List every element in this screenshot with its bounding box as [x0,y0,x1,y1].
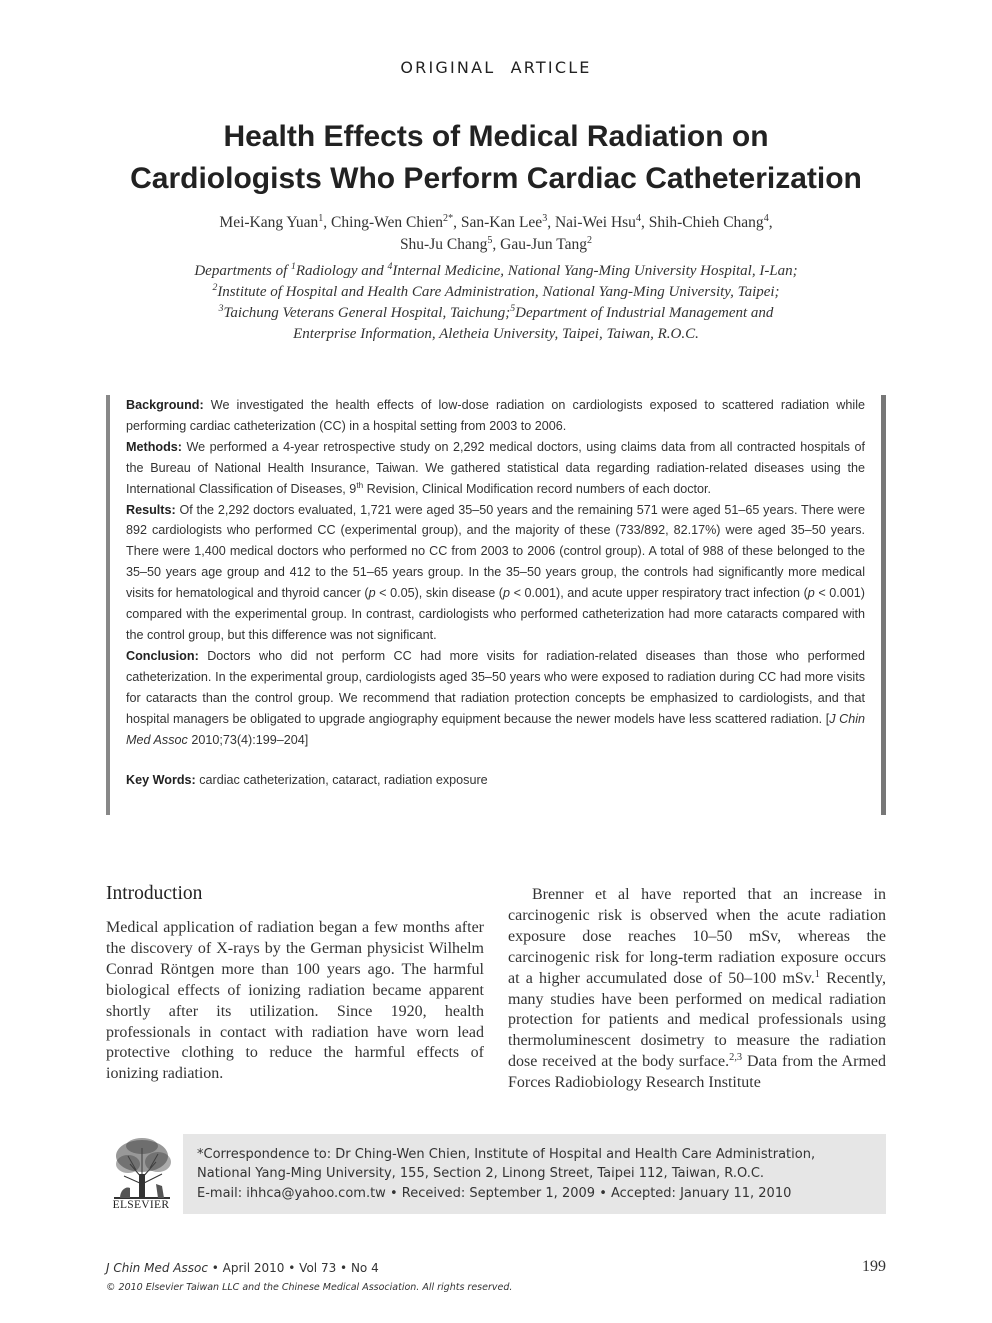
author-name: Shu-Ju Chang [399,236,488,253]
affiliation-sup: 2 [212,282,218,294]
bullet-separator: • [288,1261,296,1275]
section-label: ORIGINAL ARTICLE [400,58,592,77]
abstract-body: Of the 2,292 doctors evaluated, 1,721 were aged 35–50 years and the remaining 571 were aged 51–65 years. There were 892 cardiologists who performed CC (experimental group), and the majority of these (733/892, 82.17%) were aged 35–50 years. There were 1,400 medical doctors who performed no CC from 2003 to 2006 (control group). A total of 988 of these belonged to the 35–50 years age group and 412 to the 51–65 years group. In the 35–50 years group, the controls had significantly more medical visits for hematological and thyroid cancer ( [126,502,865,601]
accepted-date: Accepted: January 11, 2010 [611,1185,792,1201]
author-affil-sup: 4 [635,212,641,224]
author-name: Shih-Chieh Chang [648,214,764,231]
affiliation-text: Taichung Veterans General Hospital, Taichung; [223,305,511,321]
footer-issue: No 4 [350,1261,379,1275]
abstract-body: Revision, Clinical Modification record numbers of each doctor. [363,481,712,496]
abstract-results [126,500,865,646]
abstract-label: Results: [126,502,176,517]
affiliation-sup: 4 [387,261,393,273]
author-line-2 [80,234,912,256]
author-name: Nai-Wei Hsu [554,214,636,231]
abstract-label: Background: [126,398,204,412]
bullet-separator: • [340,1261,348,1275]
publisher-logo-text: ELSEVIER [112,1199,170,1211]
page-number: 199 [862,1258,886,1275]
received-date: Received: September 1, 2009 [401,1185,596,1201]
section-heading-introduction: Introduction [106,883,203,904]
footer-date: April 2010 [222,1261,285,1275]
keywords [126,770,865,791]
body-paragraph: Medical application of radiation began a few months after the discovery of X-rays by the German physicist Wilhelm Conrad Röntgen more than 100 years ago. The harmful biological effects of ionizing radiation became apparent shortly after its utilization. Since 1920, health professionals in contact with radiation have worn lead protective clothing to reduce the harmful effects of ionizing radiation. [106,919,484,1083]
abstract-label: Conclusion: [126,648,199,663]
footer-journal-name: J Chin Med Assoc [106,1261,208,1275]
affiliation-text: Radiology and [295,263,388,279]
affiliation-line-1 [80,261,912,282]
footer-journal-info [106,1261,379,1275]
affiliation-text: Internal Medicine, National Yang-Ming University Hospital, I-Lan; [392,263,798,279]
affiliation-sup: 5 [510,303,516,315]
bullet-separator: • [389,1185,398,1201]
body-column-left [106,882,484,1085]
abstract-body: We performed a 4-year retrospective study on 2,292 medical doctors, using claims data from all contracted hospitals of the Bureau of National Health Insurance, Taiwan. We gathered statistical data regarding radiation-related diseases using the International Classification of Diseases, 9 [126,439,865,496]
reference-sup: 2,3 [729,1052,743,1064]
abstract [126,395,865,791]
correspondence [197,1145,877,1203]
body-paragraph [508,885,886,1094]
bullet-separator: • [599,1185,607,1201]
affiliation-text: Department of Industrial Management and [515,305,774,321]
author-separator: , [323,214,332,231]
abstract-background [126,395,865,437]
title-line-1: Health Effects of Medical Radiation on [223,120,769,153]
body-text: Data from the Armed Forces Radiobiology Research Institute [508,1053,886,1092]
author-name: San-Kan Lee [460,214,543,231]
author-separator: , [640,214,649,231]
author-name: Gau-Jun Tang [500,236,588,253]
affiliations [80,261,912,345]
affiliation-sup: 1 [291,261,296,273]
footer-copyright: © 2010 Elsevier Taiwan LLC and the Chinese Medical Association. All rights reserved. [106,1282,513,1293]
affiliation-sup: 3 [218,303,224,315]
author-affil-sup: 1 [318,212,324,224]
author-line-1 [80,212,912,234]
title-line-2: Cardiologists Who Perform Cardiac Catheterization [130,162,862,195]
body-text: Brenner et al have reported that an increase in carcinogenic risk is observed when the acute radiation exposure dose reaches 10–50 mSv, whereas the carcinogenic risk for long-term radiation exposure occurs at a higher accumulated dose of 50–100 mSv. [508,886,886,987]
correspondence-line-2: National Yang-Ming University, 155, Section 2, Linong Street, Taipei 112, Taiwan, R.O.C. [197,1166,765,1182]
author-separator: , [492,236,501,253]
abstract-methods [126,437,865,500]
abstract-conclusion [126,646,865,751]
ordinal-sup: th [356,480,364,490]
abstract-body: We investigated the health effects of low-dose radiation on cardiologists exposed to scattered radiation while performing cardiac catheterization (CC) in a hospital setting from 2003 to 2006. [126,398,865,433]
author-separator: , [768,214,773,231]
author-separator: , [547,214,555,231]
article-title [60,116,932,200]
bullet-separator: • [211,1261,219,1275]
author-affil-sup: 3 [542,212,548,224]
p-value-symbol: p [807,586,815,601]
author-name: Ching-Wen Chien [331,214,444,231]
author-list [80,212,912,256]
keywords-label: Key Words: [126,773,196,788]
p-value-symbol: p [503,586,511,601]
affiliation-line-2 [80,282,912,303]
citation-journal: J Chin Med Assoc [126,711,865,747]
reference-sup: 1 [814,968,820,980]
correspondence-line-1: *Correspondence to: Dr Ching-Wen Chien, Institute of Hospital and Health Care Administration, [197,1147,816,1162]
author-affil-sup: 4 [763,212,769,224]
footer-volume: Vol 73 [299,1261,337,1275]
author-name: Mei-Kang Yuan [219,214,319,231]
body-text: Recently, many studies have been performed on medical radiation protection for patients and medical professionals using thermoluminescent dosimetry to measure the radiation dose received at the body surface. [508,969,887,1071]
citation-details: 2010;73(4):199–204] [187,732,309,747]
abstract-body: < 0.001) compared with the experimental group. In contrast, cardiologists who performed catheterization had more cataracts compared with the control group, but this difference was not significant. [126,586,865,642]
abstract-body: Doctors who did not perform CC had more visits for radiation-related diseases than those who performed catheterization. In the experimental group, cardiologists aged 35–50 years who were exposed to radiation during CC had more visits for cataracts than the control group. We recommend that radiation protection concepts be emphasized to cardiologists, and that hospital managers be obligated to upgrade angiography equipment because the newer models have less scattered radiation. [ [126,648,865,726]
affiliation-line-3 [80,303,912,324]
correspondence-email: E-mail: ihhca@yahoo.com.tw [197,1185,386,1201]
correspondence-line-3 [197,1184,877,1203]
affiliation-text: Institute of Hospital and Health Care Administration, National Yang-Ming University, Taipei; [217,284,780,300]
keywords-list: cardiac catheterization, cataract, radiation exposure [199,773,488,788]
author-affil-sup: 5 [487,234,493,246]
affiliation-text: Departments of [194,263,291,279]
author-affil-sup: 2 [587,234,593,246]
author-separator: , [453,214,461,231]
body-column-right [508,885,886,1094]
abstract-body: < 0.05), skin disease ( [375,586,503,601]
author-affil-sup: 2* [443,212,454,224]
p-value-symbol: p [368,586,376,601]
abstract-label: Methods: [126,439,182,454]
affiliation-line-4: Enterprise Information, Aletheia University, Taipei, Taiwan, R.O.C. [293,326,699,342]
abstract-body: < 0.001), and acute upper respiratory tract infection ( [510,586,808,601]
